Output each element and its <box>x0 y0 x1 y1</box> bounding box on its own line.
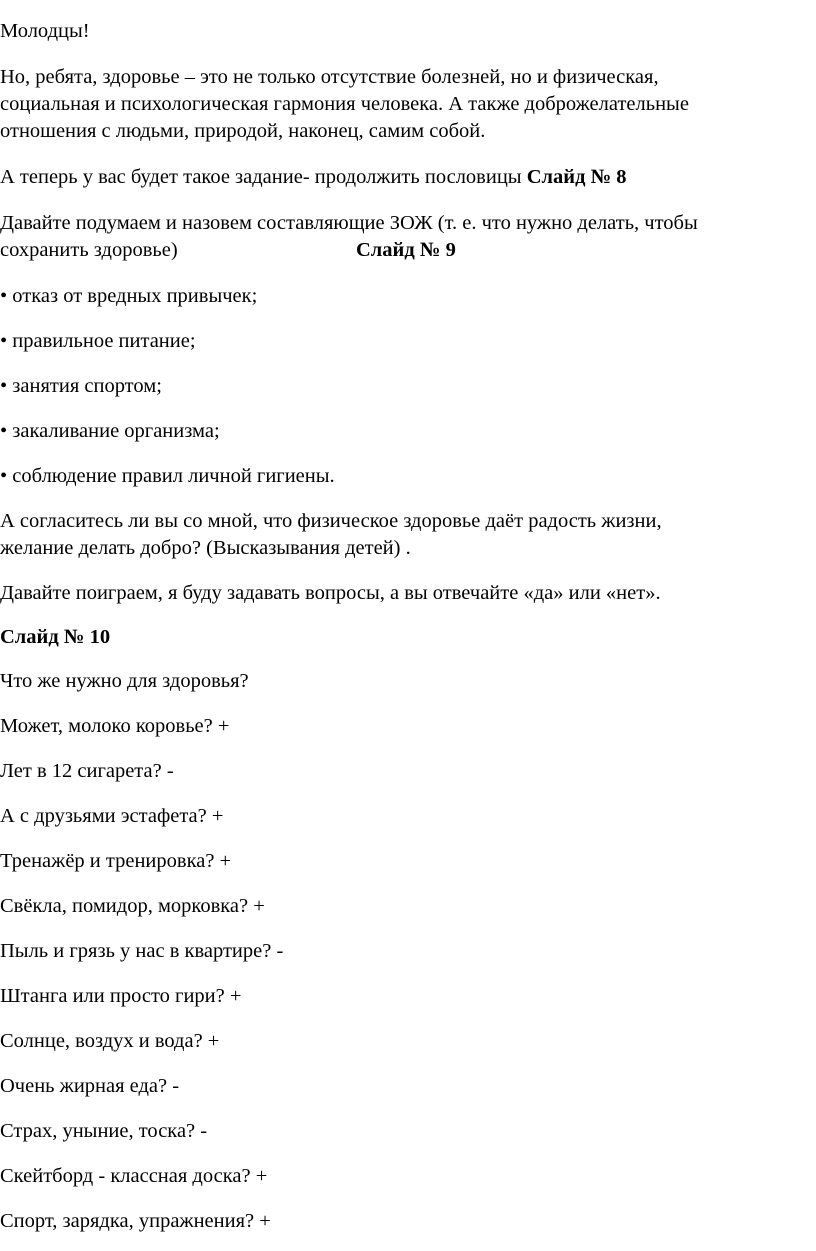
question-line: Что же нужно для здоровья? <box>0 670 249 692</box>
paragraph-health-line-1: Но, ребята, здоровье – это не только отсутствие болезней, но и физическая, <box>0 66 659 88</box>
bullet-item: • правильное питание; <box>0 330 196 352</box>
zoj-paragraph-line-1: Давайте подумаем и назовем составляющие ЗОЖ (т. е. что нужно делать, чтобы <box>0 212 698 234</box>
task-text: А теперь у вас будет такое задание- продолжить пословицы <box>0 166 527 188</box>
question-line: Солнце, воздух и вода? + <box>0 1030 220 1052</box>
question-line: Скейтборд - классная доска? + <box>0 1165 268 1187</box>
paragraph-health-line-2: социальная и психологическая гармония человека. А также доброжелательные <box>0 93 689 115</box>
question-line: Очень жирная еда? - <box>0 1075 180 1097</box>
bullet-item: • соблюдение правил личной гигиены. <box>0 465 335 487</box>
slide-8-label: Слайд № 8 <box>526 166 627 188</box>
question-line: Может, молоко коровье? + <box>0 715 230 737</box>
paragraph-health-line-3: отношения с людьми, природой, наконец, самим собой. <box>0 120 486 142</box>
bullet-item: • закаливание организма; <box>0 420 220 442</box>
slide-10-heading <box>0 624 110 651</box>
question-line: А с друзьями эстафета? + <box>0 805 224 827</box>
question-line: Свёкла, помидор, морковка? + <box>0 895 265 917</box>
greeting-text: Молодцы! <box>0 20 90 42</box>
question-line: Страх, уныние, тоска? - <box>0 1120 208 1142</box>
bullet-item: • занятия спортом; <box>0 375 162 397</box>
question-line: Тренажёр и тренировка? + <box>0 850 232 872</box>
agree-paragraph-line-1: А согласитесь ли вы со мной, что физическое здоровье даёт радость жизни, <box>0 510 662 532</box>
slide-9-label: Слайд № 9 <box>356 239 456 261</box>
game-intro: Давайте поиграем, я буду задавать вопросы, а вы отвечайте «да» или «нет». <box>0 582 661 604</box>
bullet-item: • отказ от вредных привычек; <box>0 285 258 307</box>
question-line: Спорт, зарядка, упражнения? + <box>0 1210 271 1232</box>
question-line: Штанга или просто гири? + <box>0 985 242 1007</box>
question-line: Пыль и грязь у нас в квартире? - <box>0 940 284 962</box>
agree-paragraph-line-2: желание делать добро? (Высказывания детей) . <box>0 537 411 559</box>
zoj-paragraph-line-2 <box>0 237 456 264</box>
question-line: Лет в 12 сигарета? - <box>0 760 174 782</box>
slide-10-label: Слайд № 10 <box>0 626 111 648</box>
zoj-text: сохранить здоровье) <box>0 239 178 261</box>
task-paragraph <box>0 164 627 191</box>
